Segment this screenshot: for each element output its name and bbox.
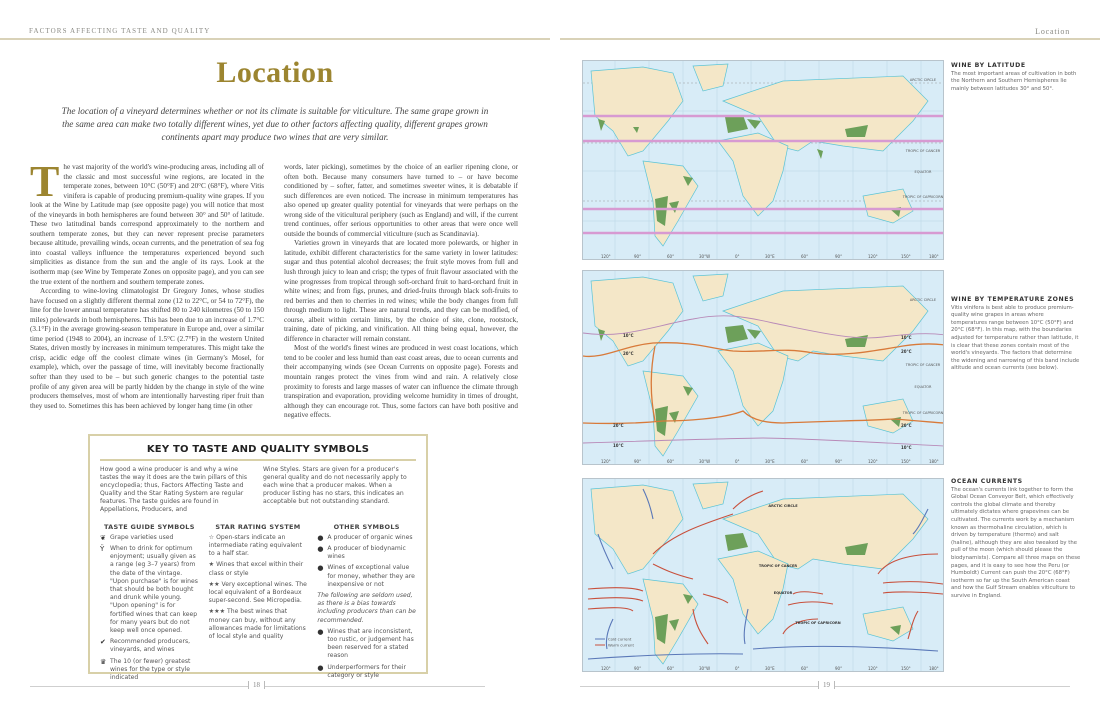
key-item-text: A producer of biodynamic wines	[327, 544, 406, 561]
svg-text:120°: 120°	[601, 459, 611, 464]
drop-cap: T	[30, 157, 60, 206]
key-intro-left: How good a wine producer is and why a wine tastes the way it does are the twin pillars of this encyclopedia; thus, Factors Affecting Taste and Quality and the Star Rating System are regular features. The taste guides are found in Appellations, Producers, and	[100, 466, 248, 514]
biodynamic-icon: ●	[317, 544, 324, 553]
checkmark-icon: ✔	[100, 638, 106, 647]
taste-guide-heading: TASTE GUIDE SYMBOLS	[103, 522, 195, 531]
key-item-text	[209, 581, 308, 606]
world-map-currents	[583, 479, 944, 672]
svg-text:0°: 0°	[735, 254, 740, 259]
tropic-cancer-label: TROPIC OF CANCER	[905, 149, 941, 153]
body-paragraph: Varieties grown in vineyards that are located more polewards, or higher in latitude, exhibit different characteristics for the same variety in lower latitudes: sugar and thus potential alcohol decreases; the fruit style moves from full and lush through juicy to lean and crisp; the types of fruit flavour associated with the wine progresses from tropical through soft-orchard fruit to hard-orchard fruit in white wines; and from figs, prunes, and dried-fruits through black soft-fruits to red berries and then to cherries in red wines; while the body changes from full through medium to light. These are natural trends, and they can be modified, of course, albeit within certain limits, by the choice of site, clone, rootstock, training, date of picking, and vinification. All thing being equal, however, the difference in character will remain constant.	[284, 239, 518, 343]
tropic-cancer-label: TROPIC OF CANCER	[758, 564, 798, 568]
isotherm-label-10c: 10°C	[613, 443, 624, 448]
body-column-2	[284, 163, 518, 421]
isotherm-label-10c: 10°C	[623, 333, 634, 338]
map-wine-by-latitude	[582, 60, 944, 260]
svg-text:30°E: 30°E	[765, 666, 775, 671]
intro-paragraph: The location of a vineyard determines whether or not its climate is suitable for viticulture. The same grape grown in the same area can make two totally different wines, yet due to other factors affecting quality, different grapes grown continents apart may produce two wines that are very similar.	[61, 106, 489, 142]
isotherm-label-20c: 20°C	[623, 351, 634, 356]
key-item-text: Underperformers for their category or style	[327, 663, 407, 679]
key-item-text: Wines of exceptional value for money, whether they are inexpensive or not	[327, 564, 415, 588]
page-title: Location	[216, 56, 334, 89]
key-item-text: A producer of organic wines	[327, 533, 413, 541]
crown-icon: ♛	[100, 657, 107, 666]
header-rule-right	[560, 38, 1100, 40]
svg-text:60°: 60°	[801, 666, 809, 671]
other-symbols	[317, 523, 416, 686]
map-caption-text: Vitis vinifera is best able to produce premium-quality wine grapes in areas where temperatures range between 10°C (50°F) and 20°C (68°F). In this map, with the boundaries adjusted for temperature rather than latitude, it is clear that these zones contain most of the world's vineyards. The factors that determine the widening and narrowing of this band include altitude and ocean currents (see below).	[951, 304, 1080, 372]
isotherm-label-20c: 20°C	[901, 423, 912, 428]
three-star-icon: ★★★	[208, 608, 226, 616]
key-item	[209, 581, 308, 606]
svg-text:90°: 90°	[835, 254, 843, 259]
svg-text:180°: 180°	[929, 459, 939, 464]
svg-text:60°: 60°	[667, 666, 675, 671]
svg-text:60°: 60°	[801, 459, 809, 464]
svg-text:120°: 120°	[601, 254, 611, 259]
svg-text:120°: 120°	[601, 666, 611, 671]
caption-temperature-zones	[951, 296, 1081, 373]
isotherm-label-20c: 20°C	[613, 423, 624, 428]
body-column-1	[30, 157, 264, 411]
longitude-ticks	[601, 459, 939, 464]
header-rule-left	[0, 38, 550, 40]
svg-text:180°: 180°	[929, 666, 939, 671]
tropic-cancer-label: TROPIC OF CANCER	[905, 363, 941, 367]
legend-cold-current: Cold current	[608, 636, 632, 642]
svg-text:120°: 120°	[868, 254, 878, 259]
key-item	[317, 564, 416, 589]
tropic-capricorn-label: TROPIC OF CAPRICORN	[902, 411, 944, 415]
svg-text:60°: 60°	[667, 254, 675, 259]
key-item-label: Wines that excel within their class or style	[208, 561, 304, 577]
map-caption-text: The ocean's currents link together to form the Global Ocean Conveyor Belt, which effectively controls the global climate and thereby ultimately dictates where grapevines can be cultivated. The currents work by a mechanism known as thermohaline circulation, which is driven by temperature (thermo) and salt (haline), although they are also tweaked by the pull of the moon (which should please the biodynamists). Compare all three maps on these pages, and it is easy to see how the Peru (or Humboldt) Current can push the 20°C (68°F) isotherm so far up the South American coast and how the Gulf Stream enables viticulture to survive in England.	[951, 486, 1081, 599]
wineglass-icon: Ÿ	[100, 544, 105, 553]
key-item-label: Very exceptional wines. The local equivalent of a Bordeaux super-second. See Micropedia.	[208, 580, 307, 605]
svg-text:30°W: 30°W	[699, 254, 711, 259]
key-item-text: The 10 (or fewer) greatest wines for the type or style indicated	[110, 657, 191, 682]
key-item-text	[209, 534, 308, 559]
page-number-right: 19	[818, 681, 835, 689]
key-item	[209, 534, 308, 559]
star-rating-heading: STAR RATING SYSTEM	[215, 522, 301, 531]
seldom-used-note: The following are seldom used, as there is a bias towards including producers than can be recommended.	[317, 591, 416, 624]
open-star-icon: ☆	[208, 533, 215, 541]
svg-text:30°W: 30°W	[699, 666, 711, 671]
world-map-temperature	[583, 271, 944, 465]
caption-wine-by-latitude	[951, 62, 1081, 93]
svg-text:60°: 60°	[801, 254, 809, 259]
key-item-text	[209, 561, 308, 577]
key-item	[100, 534, 199, 542]
key-item	[317, 545, 416, 561]
svg-text:150°: 150°	[901, 459, 911, 464]
running-head-right: Location	[1035, 27, 1070, 36]
body-paragraph: he vast majority of the world's wine-producing areas, including all of the classic and most successful wine regions, are located in the temperate zones, between 10°C (50°F) and 20°C (68°F), where Vitis vinifera is capable of producing premium-quality wine grapes. If you look at the Wine by Latitude map (see opposite page) you will notice that most of the vineyards in both hemispheres are found between 30° and 50° of latitude. These two latitudinal bands correspond approximately to the northern and southern temperate zones, but they can never represent precise parameters because altitude, prevailing winds, ocean currents, and the penetration of sea fog into coastal valleys influence the temperatures experienced beyond such simplicities as distance from the sun and the angle of its rays. Look at the isotherm map (see Wine by Temperate Zones on opposite page), and you can see the true extent of the northern and southern temperate zones.	[30, 163, 264, 286]
svg-text:90°: 90°	[634, 459, 642, 464]
svg-text:120°: 120°	[868, 459, 878, 464]
svg-text:60°: 60°	[667, 459, 675, 464]
value-icon: ●	[317, 564, 324, 573]
world-map-latitude	[583, 61, 944, 260]
other-symbols-heading: OTHER SYMBOLS	[333, 522, 400, 531]
page-number-left: 18	[248, 681, 265, 689]
svg-text:90°: 90°	[634, 254, 642, 259]
equator-label: EQUATOR	[773, 591, 793, 595]
body-paragraph: Most of the world's finest wines are produced in west coast locations, which tend to be cooler and less humid than east coast areas, due to ocean currents and their accompanying winds (see Ocean Currents on opposite page). Forests and mountain ranges protect the vines from wind and rain. A relatively close proximity to forests and large masses of water can influence the climate through transpiration and evaporation, providing welcome humidity in times of drought, although they can encourage rot. Thus, some factors can have both positive and negative effects.	[284, 344, 518, 420]
svg-text:150°: 150°	[901, 666, 911, 671]
two-star-icon: ★★	[208, 580, 220, 588]
svg-text:90°: 90°	[634, 666, 642, 671]
arctic-circle-label: ARCTIC CIRCLE	[909, 298, 937, 302]
map-title: WINE BY LATITUDE	[951, 62, 1026, 69]
svg-text:30°E: 30°E	[765, 459, 775, 464]
key-box-intro	[100, 466, 416, 515]
caption-ocean-currents	[951, 478, 1081, 601]
key-item	[100, 658, 199, 683]
key-item	[100, 638, 199, 654]
svg-text:90°: 90°	[835, 459, 843, 464]
key-item	[317, 664, 416, 680]
arctic-circle-label: ARCTIC CIRCLE	[909, 78, 937, 82]
isotherm-label-10c: 10°C	[901, 445, 912, 450]
inconsistent-icon: ●	[317, 627, 324, 636]
key-intro-right: Wine Styles. Stars are given for a producer's general quality and do not necessarily apply to each wine that a producer makes. When a producer listing has no stars, this indicates an acceptable but not outstanding standard.	[263, 466, 407, 506]
tropic-capricorn-label: TROPIC OF CAPRICORN	[795, 621, 841, 625]
isotherm-label-20c: 20°C	[901, 349, 912, 354]
svg-text:0°: 0°	[735, 666, 740, 671]
equator-label: EQUATOR	[914, 170, 932, 174]
longitude-ticks	[601, 254, 939, 259]
svg-text:90°: 90°	[835, 666, 843, 671]
map-ocean-currents	[582, 478, 944, 672]
equator-label: EQUATOR	[914, 385, 932, 389]
key-item-label: The best wines that money can buy, without any allowances made for limitations of local style and quality	[208, 608, 306, 640]
key-item-text: Recommended producers, vineyards, and wines	[110, 638, 191, 654]
svg-text:120°: 120°	[868, 666, 878, 671]
grape-icon: ❦	[100, 533, 106, 542]
svg-text:180°: 180°	[929, 254, 939, 259]
svg-text:150°: 150°	[901, 254, 911, 259]
key-item-text: Grape varieties used	[110, 533, 174, 541]
arctic-circle-label: ARCTIC CIRCLE	[768, 504, 798, 508]
current-legend	[595, 637, 634, 648]
key-columns	[100, 523, 416, 686]
key-item-text: Wines that are inconsistent, too rustic, or judgement has been reserved for a stated reason	[327, 627, 414, 660]
body-paragraph: words, later picking), sometimes by the choice of an earlier ripening clone, or often both. Because many consumers have turned to – or have become conditioned by – softer, fatter, and sometimes sweeter wines, it is debatable if such differences are even noticed. The increase in minimum temperatures has also opened up greater quality potential for vineyards that were perhaps on the wrong side of the viticultural periphery (such as England) and will, if the current trend continues, offer serious opportunities to other areas that were once well outside the bounds of commercial viticulture (such as Scandinavia).	[284, 163, 518, 238]
key-item	[317, 534, 416, 542]
map-caption-text: The most important areas of cultivation in both the Northern and Southern Hemispheres lie mainly between latitudes 30° and 50°.	[951, 70, 1077, 92]
running-head-left: FACTORS AFFECTING TASTE AND QUALITY	[29, 27, 211, 35]
key-item	[317, 628, 416, 661]
key-box-title: KEY TO TASTE AND QUALITY SYMBOLS	[100, 444, 416, 461]
key-item	[209, 608, 308, 641]
tropic-capricorn-label: TROPIC OF CAPRICORN	[902, 195, 944, 199]
one-star-icon: ★	[208, 561, 215, 569]
isotherm-label-10c: 10°C	[901, 335, 912, 340]
svg-text:30°E: 30°E	[765, 254, 775, 259]
underperformer-icon: ●	[317, 663, 324, 672]
key-item-text	[209, 608, 308, 641]
key-item	[209, 561, 308, 577]
taste-guide-symbols	[100, 523, 199, 686]
organic-icon: ●	[317, 533, 324, 542]
longitude-ticks	[601, 666, 939, 671]
map-title: WINE BY TEMPERATURE ZONES	[951, 296, 1075, 303]
key-item-label: Open-stars indicate an intermediate rating equivalent to a half star.	[208, 533, 303, 558]
map-temperature-zones	[582, 270, 944, 465]
key-item	[100, 545, 199, 635]
map-title: OCEAN CURRENTS	[951, 478, 1023, 485]
key-item-text: When to drink for optimum enjoyment; usually given as a range (eg 3–7 years) from the date of the vintage. "Upon purchase" is for wines that should be both bought and drunk while young. "Upon opening" is for fortified wines that can keep for many years but do not keep well once opened.	[110, 544, 198, 634]
key-to-symbols-box	[88, 434, 428, 682]
svg-text:0°: 0°	[735, 459, 740, 464]
legend-warm-current: Warm current	[608, 642, 634, 648]
body-paragraph: According to wine-loving climatologist Dr Gregory Jones, whose studies have focused on a slightly different thermal zone (12 to 22°C, or 54 to 72°F), the line for the lower annual temperature has shifted 80 to 240 kilometres (50 to 150 miles) polewards in both hemispheres. This has been due to an increase of 1.7°C (3.1°F) in the average growing-season temperature in Europe and, over a similar time period (1948 to 2004), an increase of 1.5°C (2.7°F) in the western United States, driven mostly by increases in minimum temperatures. This might take the crisp, acidic edge off the coolest climate wines (in Germany's Mosel, for example), which, over the passage of time, will inevitably become fractionally softer than they used to be – but such generic changes to the potential taste profile of any given area will be partly hidden by the change in style of the wine producers themselves, most of whom are intentionally harvesting riper fruit than they used to. Sometimes this has been achieved by longer hang time (in other	[30, 287, 264, 410]
svg-text:30°W: 30°W	[699, 459, 711, 464]
star-rating-system	[209, 523, 308, 686]
